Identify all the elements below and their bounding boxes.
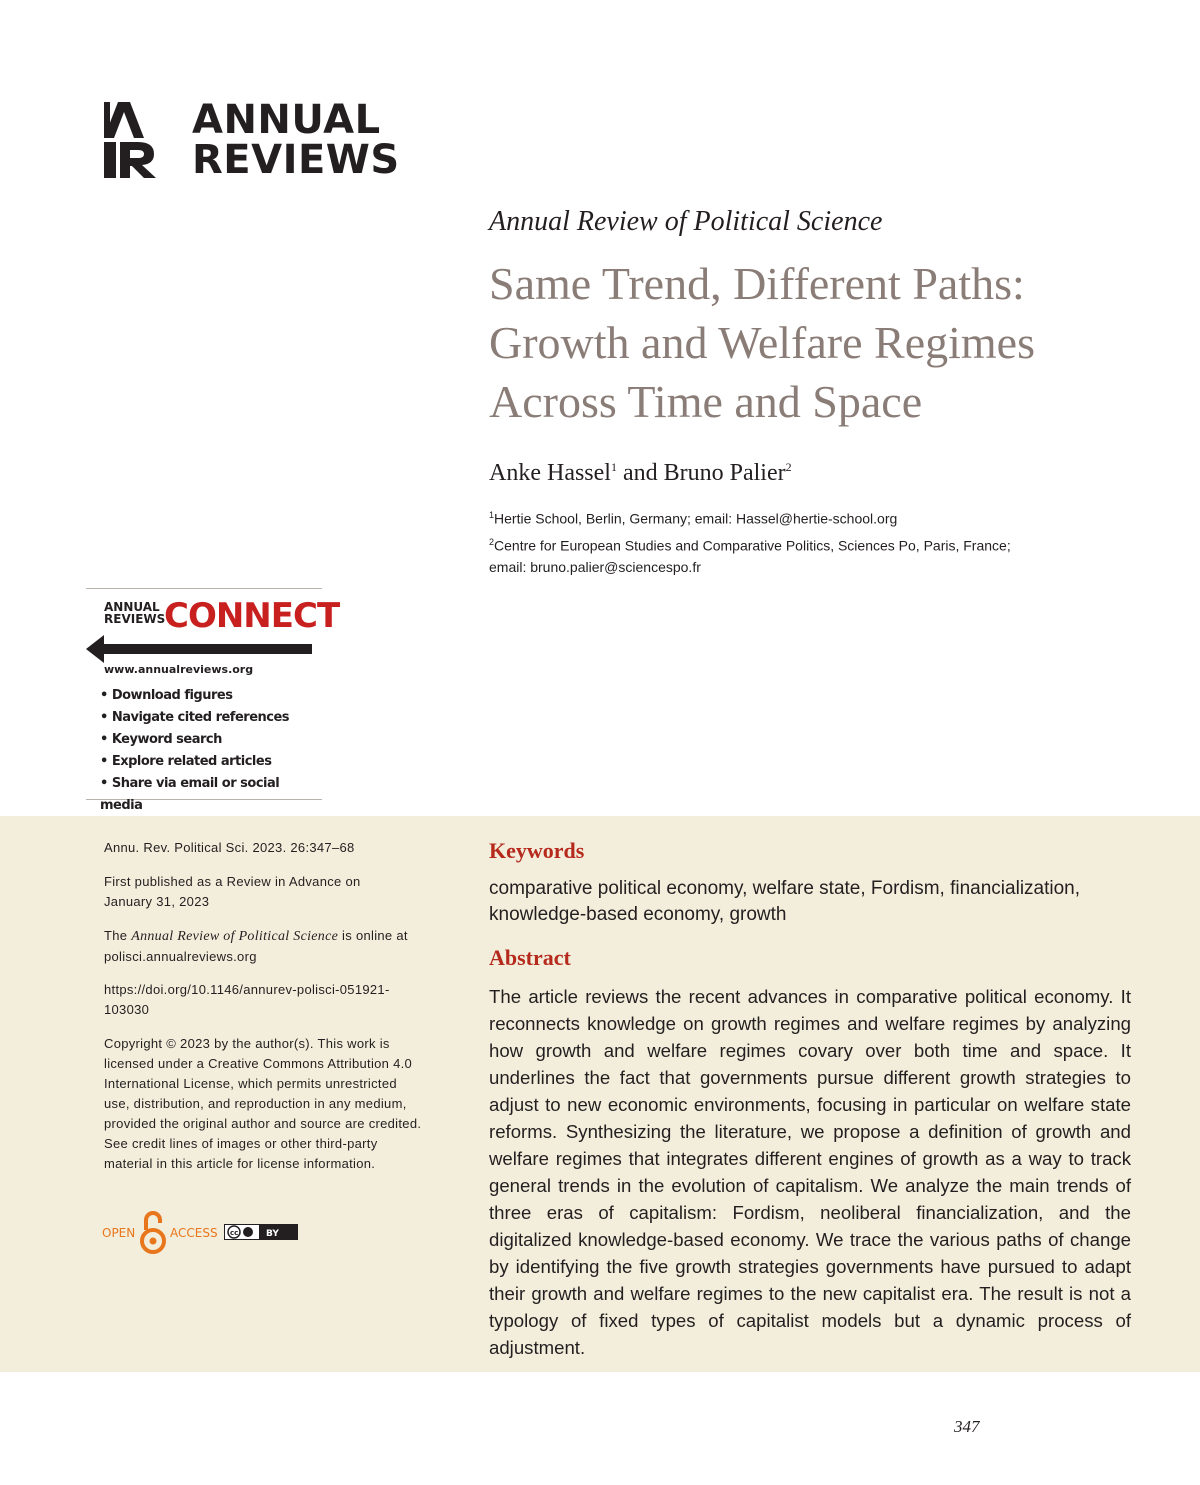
keywords-list <box>489 876 1129 928</box>
publisher-logo <box>104 97 404 183</box>
list-item: • Explore related articles <box>100 754 272 769</box>
copyright-notice <box>104 1034 464 1174</box>
online-journal: Annual Review of Political Science <box>131 929 339 944</box>
connect-ar-line-1: ANNUAL <box>104 600 160 614</box>
copyright-line: licensed under a Creative Commons Attribution 4.0 <box>104 1056 413 1071</box>
open-lock-icon <box>140 1210 166 1256</box>
publisher-name <box>192 97 400 183</box>
copyright-line: Copyright © 2023 by the author(s). This work is <box>104 1036 390 1051</box>
svg-text:BY: BY <box>266 1229 279 1239</box>
logo-line-1: ANNUAL <box>192 97 381 143</box>
affiliation-marker: 2 <box>489 537 495 547</box>
copyright-line: material in this article for license information. <box>104 1156 376 1171</box>
creative-commons-icon <box>224 1224 298 1240</box>
author-name: Bruno Palier <box>663 460 786 486</box>
first-published-line-2: January 31, 2023 <box>104 894 210 909</box>
first-published <box>104 872 464 912</box>
open-access-access: ACCESS <box>170 1226 218 1240</box>
page-number: 347 <box>954 1417 980 1436</box>
affiliation-email: email: bruno.palier@sciencespo.fr <box>489 558 701 575</box>
journal-name: Annual Review of Political Science <box>489 206 883 237</box>
online-url[interactable]: polisci.annualreviews.org <box>104 949 257 964</box>
title-line-2: Growth and Welfare Regimes <box>489 317 1036 368</box>
connect-url[interactable]: www.annualreviews.org <box>104 663 254 676</box>
online-post: is online at <box>338 928 408 943</box>
first-published-line-1: First published as a Review in Advance on <box>104 874 361 889</box>
copyright-line: provided the original author and source are credited. <box>104 1116 422 1131</box>
keywords-line-1: comparative political economy, welfare state, Fordism, financialization, <box>489 878 1081 899</box>
affiliation-1 <box>489 505 1129 530</box>
annual-reviews-logo-icon <box>104 102 158 178</box>
connect-ar-line-2: REVIEWS <box>104 612 166 626</box>
connect-wordmark: CONNECT <box>164 596 340 636</box>
citation: Annu. Rev. Political Sci. 2023. 26:347–68 <box>104 840 355 855</box>
list-item: • Navigate cited references <box>100 710 290 725</box>
connect-box[interactable] <box>86 588 340 813</box>
affiliation-2 <box>489 532 1129 578</box>
affiliation-marker: 2 <box>785 460 792 474</box>
open-access-badge <box>102 1210 302 1256</box>
online-pre: The <box>104 928 132 943</box>
connect-feature-list <box>100 685 322 817</box>
open-access-open: OPEN <box>102 1226 136 1240</box>
affiliation-text: Hertie School, Berlin, Germany; email: Hassel@hertie-school.org <box>494 510 898 527</box>
affiliation-marker: 1 <box>610 460 617 474</box>
list-item: • Share via email or social media <box>100 776 280 813</box>
article-title <box>489 254 1149 431</box>
abstract-body: The article reviews the recent advances in comparative political economy. It reconnects knowledge on growth regimes and welfare regimes by analyzing how growth and welfare regimes covary over both time and space. It underlines the fact that governments pursue different growth strategies to adjust to new economic environments, focusing in particular on welfare state reforms. Synthesizing the literature, we propose a definition of growth and welfare regimes that integrates different engines of growth as a way to track general trends in the evolution of capitalism. We analyze the main trends of three eras of capitalism: Fordism, neoliberal financialization, and the digitalized knowledge-based economy. We trace the various paths of change by identifying the five growth strategies governments have pursued to adapt their growth and welfare regimes to the new capitalist era. The result is not a typology of fixed types of capitalist models but a dynamic process of adjustment. <box>489 986 1131 1358</box>
list-item: • Download figures <box>100 688 233 703</box>
connect-publisher-mark <box>104 601 165 625</box>
copyright-line: International License, which permits unrestricted <box>104 1076 397 1091</box>
logo-line-2: REVIEWS <box>192 137 400 183</box>
author-list <box>489 460 792 487</box>
doi-line-2: 103030 <box>104 1002 150 1017</box>
copyright-line: See credit lines of images or other third-party <box>104 1136 378 1151</box>
doi-link[interactable] <box>104 980 464 1020</box>
list-item: • Keyword search <box>100 732 222 747</box>
arrow-left-icon <box>86 633 316 665</box>
author-conjunction: and <box>616 460 664 486</box>
keywords-heading: Keywords <box>489 838 585 863</box>
copyright-line: use, distribution, and reproduction in any medium, <box>104 1096 407 1111</box>
svg-text:cc: cc <box>230 1229 239 1237</box>
title-line-3: Across Time and Space <box>489 376 923 427</box>
author-name: Anke Hassel <box>489 460 611 486</box>
doi-line-1: https://doi.org/10.1146/annurev-polisci-051921- <box>104 982 390 997</box>
title-line-1: Same Trend, Different Paths: <box>489 258 1025 309</box>
abstract-heading: Abstract <box>489 945 571 970</box>
keywords-line-2: knowledge-based economy, growth <box>489 904 787 925</box>
affiliation-text: Centre for European Studies and Comparative Politics, Sciences Po, Paris, France; <box>494 537 1011 554</box>
online-at <box>104 926 464 967</box>
affiliation-marker: 1 <box>489 510 495 520</box>
